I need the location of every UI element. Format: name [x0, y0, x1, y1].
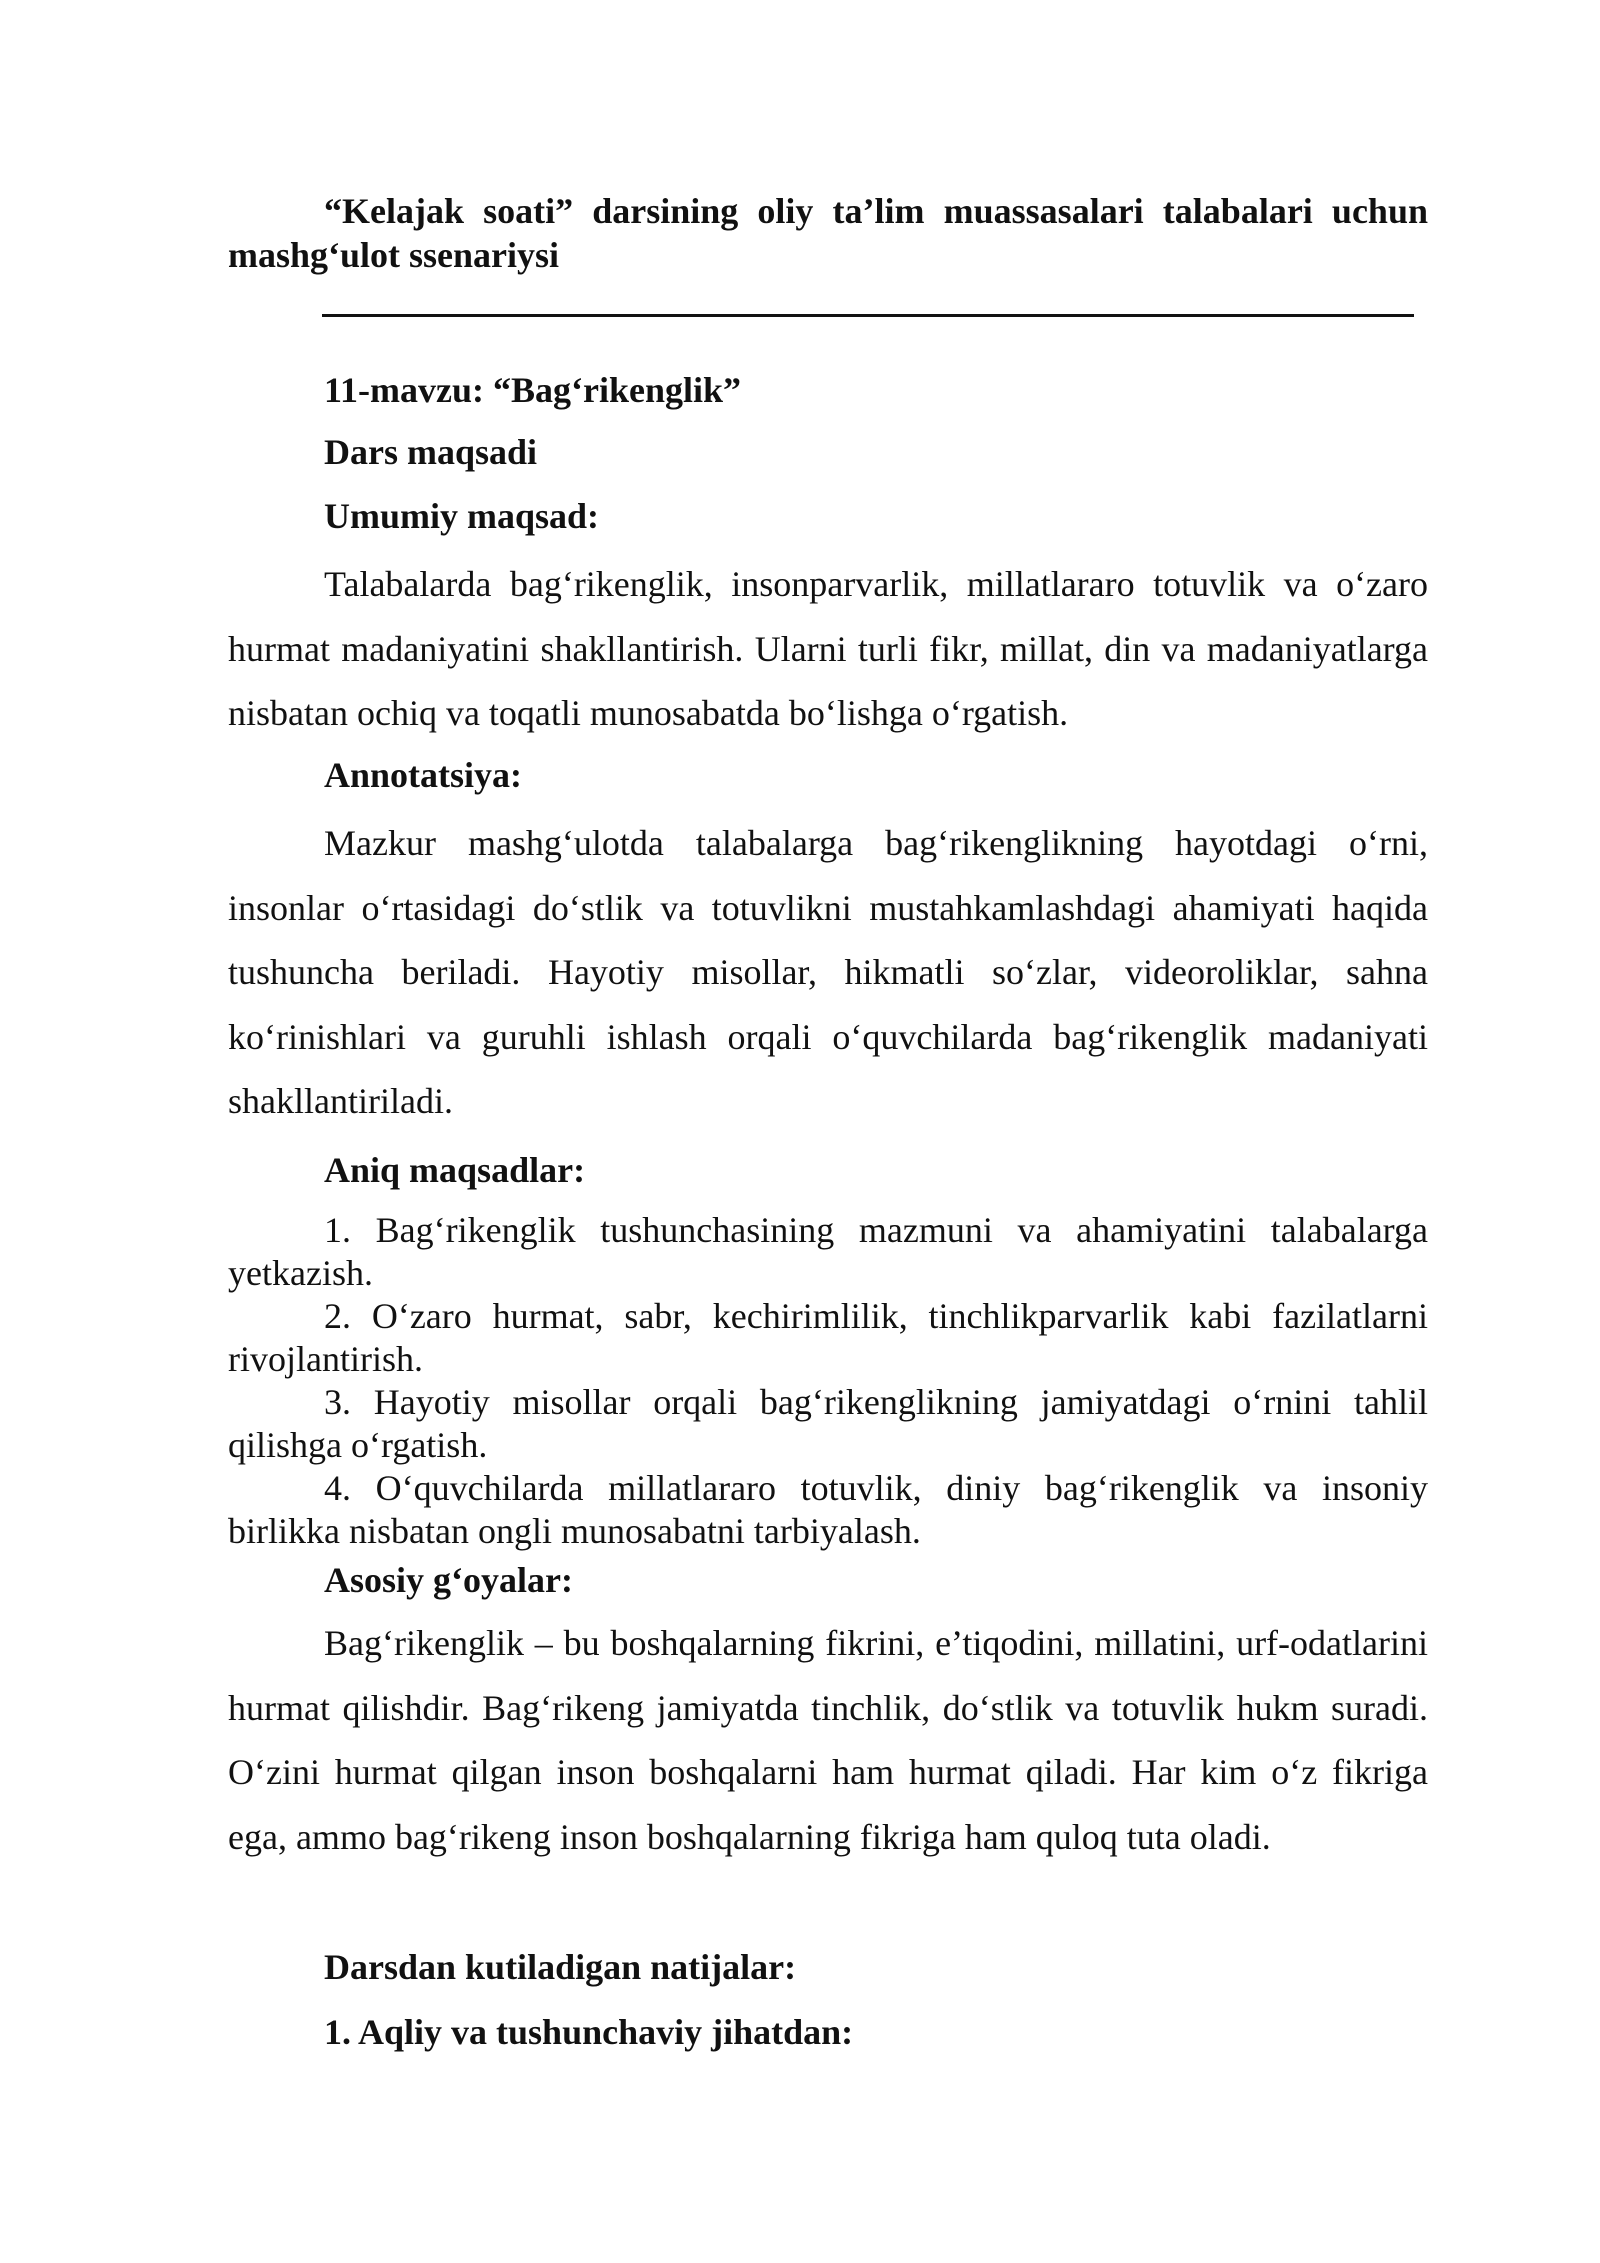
annotation-paragraph: Mazkur mashg‘ulotda talabalarga bag‘rikenglikning hayotdagi o‘rni, insonlar o‘rtasidagi do‘stlik va totuvlikni mustahkamlashdagi ahamiyati haqida tushuncha beriladi. Hayotiy misollar, hikmatli so‘zlar, videoroliklar, sahna ko‘rinishlari va guruhli ishlash orqali o‘quvchilarda bag‘rikenglik madaniyati shakllantiriladi. — [228, 823, 1428, 1121]
general-goal-paragraph: Talabalarda bag‘rikenglik, insonparvarlik, millatlararo totuvlik va o‘zaro hurmat madaniyatini shakllantirish. Ularni turli fikr, millat, din va madaniyatlarga nisbatan ochiq va toqatli munosabatda bo‘lishga o‘rgatish. — [228, 564, 1428, 733]
annotation-heading: Annotatsiya: — [324, 755, 523, 795]
lesson-goal-heading: Dars maqsadi — [324, 432, 538, 472]
general-goal-heading: Umumiy maqsad: — [324, 496, 600, 536]
title-underline — [322, 314, 1414, 317]
specific-goal-item: 2. O‘zaro hurmat, sabr, kechirimlilik, tinchlikparvarlik kabi fazilatlarni rivojlantirish. — [228, 1296, 1428, 1379]
specific-goal-item: 3. Hayotiy misollar orqali bag‘rikenglikning jamiyatdagi o‘rnini tahlil qilishga o‘rgatish. — [228, 1382, 1428, 1465]
topic-heading: 11-mavzu: “Bag‘rikenglik” — [324, 370, 742, 410]
specific-goals-heading: Aniq maqsadlar: — [324, 1150, 586, 1190]
main-ideas-heading: Asosiy g‘oyalar: — [324, 1560, 573, 1600]
document-title: “Kelajak soati” darsining oliy ta’lim muassasalari talabalari uchun mashg‘ulot ssenariysi — [228, 191, 1428, 275]
main-ideas-paragraph: Bag‘rikenglik – bu boshqalarning fikrini, e’tiqodini, millatini, urf-odatlarini hurmat qilishdir. Bag‘rikeng jamiyatda tinchlik, do‘stlik va totuvlik hukm suradi. O‘zini hurmat qilgan inson boshqalarni ham hurmat qiladi. Har kim o‘z fikriga ega, ammo bag‘rikeng inson boshqalarning fikriga ham quloq tuta oladi. — [228, 1623, 1428, 1857]
expected-results-heading: Darsdan kutiladigan natijalar: — [324, 1947, 797, 1987]
expected-results-subheading: 1. Aqliy va tushunchaviy jihatdan: — [324, 2012, 854, 2052]
specific-goal-item: 4. O‘quvchilarda millatlararo totuvlik, diniy bag‘rikenglik va insoniy birlikka nisbatan ongli munosabatni tarbiyalash. — [228, 1468, 1428, 1551]
specific-goal-item: 1. Bag‘rikenglik tushunchasining mazmuni va ahamiyatini talabalarga yetkazish. — [228, 1210, 1428, 1293]
specific-goals-list — [228, 1209, 1428, 1553]
